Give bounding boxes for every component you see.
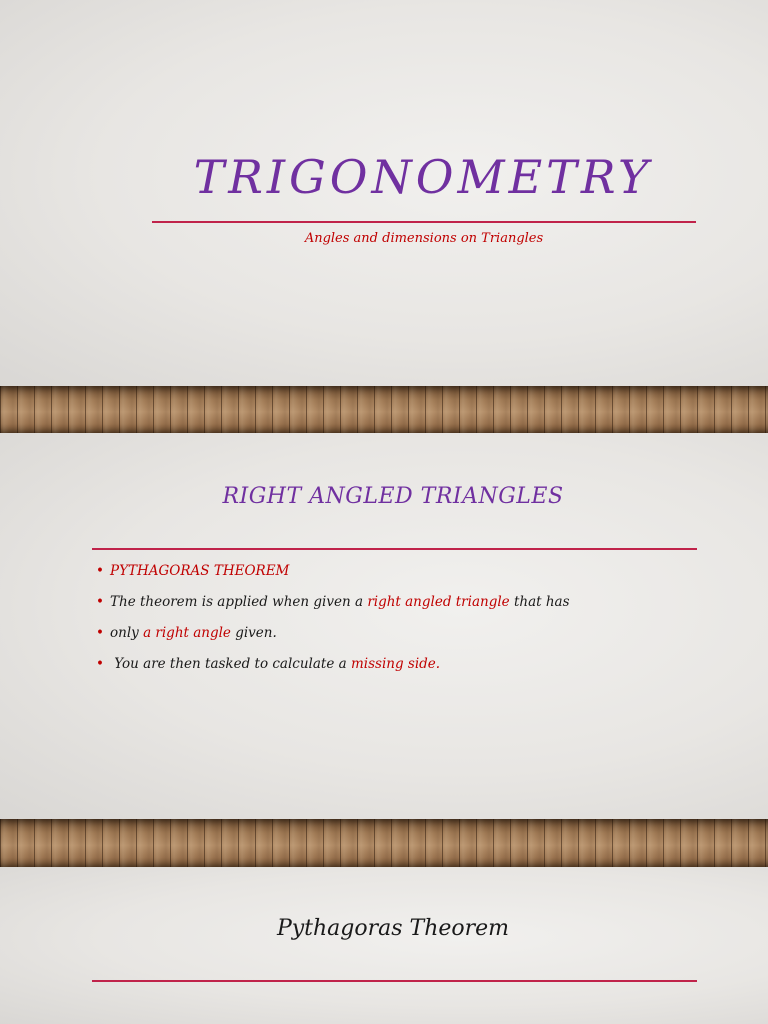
bullet-item xyxy=(96,625,696,656)
bullet-highlight: a right angle xyxy=(143,625,231,641)
bullet-text: You are then tasked to calculate a xyxy=(110,656,351,672)
bullet-dot-icon: • xyxy=(96,625,104,641)
bullet-text: The theorem is applied when given a xyxy=(110,594,368,610)
slide2-divider xyxy=(92,548,697,550)
bullet-dot-icon: • xyxy=(96,594,104,610)
slide-subtitle: Angles and dimensions on Triangles xyxy=(304,231,544,246)
bullet-dot-icon: • xyxy=(96,656,104,672)
bullet-text: that has xyxy=(509,594,570,610)
wood-floor-divider xyxy=(0,819,768,867)
bullet-dot-icon: • xyxy=(96,563,104,579)
bullet-text: only xyxy=(110,625,144,641)
slide3-heading: Pythagoras Theorem xyxy=(276,916,510,941)
bullet-item xyxy=(96,563,696,594)
bullet-item xyxy=(96,656,696,687)
slide2-heading: RIGHT ANGLED TRIANGLES xyxy=(222,484,564,509)
slide-title-heading: TRIGONOMETRY xyxy=(193,150,653,204)
slide-pythagoras-theorem xyxy=(0,867,768,1024)
slide-title xyxy=(0,0,768,386)
title-divider xyxy=(152,221,696,223)
bullet-highlight: right angled triangle xyxy=(367,594,510,610)
bullet-text: given. xyxy=(230,625,277,641)
slide3-divider xyxy=(92,980,697,982)
bullet-text: PYTHAGORAS THEOREM xyxy=(110,563,290,579)
bullet-highlight: missing side. xyxy=(350,656,441,672)
wood-floor-divider xyxy=(0,386,768,433)
bullet-list xyxy=(96,563,696,687)
bullet-item xyxy=(96,594,696,625)
